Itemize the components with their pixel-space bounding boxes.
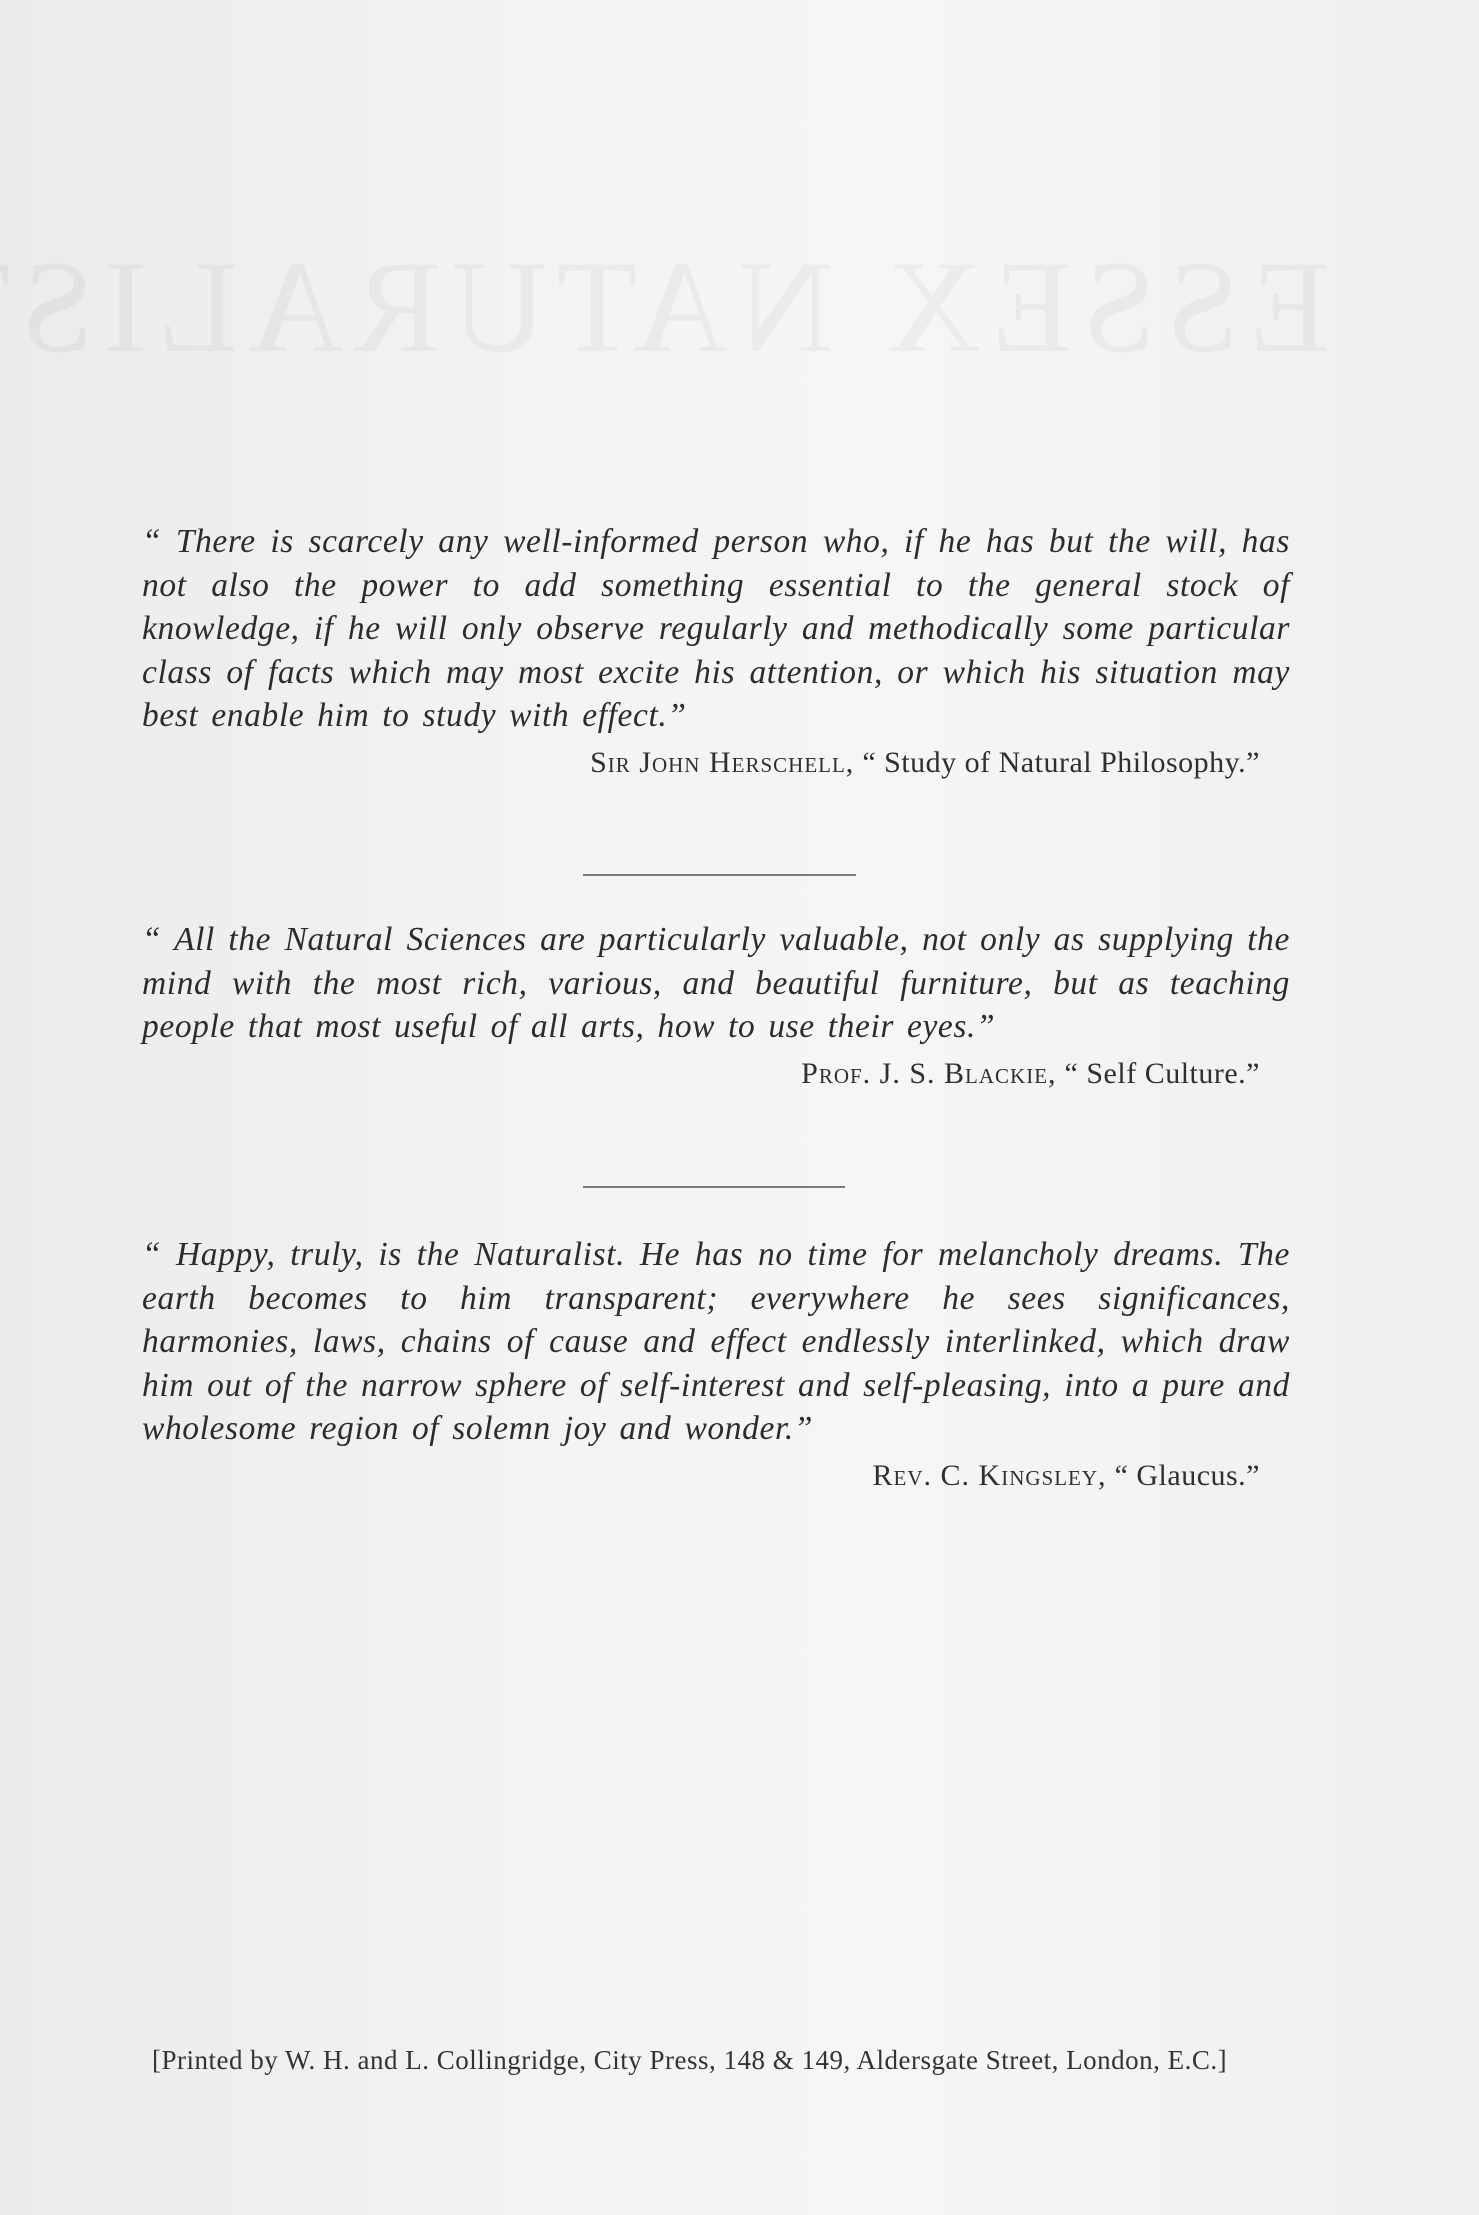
quote-text: “ There is scarcely any well-informed person who, if he has but the will, has not also the power to add something essential to the general stock of knowledge, if he will only observe regularly and methodically some particular class of facts which may most excite his attention, or which his situation may best enable him to study with effect.”: [142, 523, 1290, 734]
quote-text: “ All the Natural Sciences are particularly valuable, not only as supplying the mind with the most rich, various, and beautiful furniture, but as teaching people that most useful of all arts, how to use their eyes.”: [142, 921, 1290, 1045]
quote-author: Rev. C. Kingsley,: [872, 1458, 1107, 1492]
quote-herschell: [142, 520, 1290, 780]
printer-imprint: [Printed by W. H. and L. Collingridge, City Press, 148 & 149, Aldersgate Street, London, E.C.]: [152, 2045, 1228, 2075]
show-through-title: [150, 230, 1330, 383]
quote-work: “ Self Culture.”: [1064, 1056, 1260, 1090]
quote-kingsley: [142, 1233, 1290, 1493]
quote-author: Sir John Herschell,: [590, 745, 855, 779]
quote-attribution: [142, 1057, 1290, 1091]
divider-rule: [583, 874, 856, 876]
divider-rule: [583, 1186, 845, 1188]
quote-blackie: [142, 918, 1290, 1091]
quote-attribution: [142, 746, 1290, 780]
quote-attribution: [142, 1459, 1290, 1493]
quote-author: Prof. J. S. Blackie,: [801, 1056, 1057, 1090]
quote-work: “ Glaucus.”: [1114, 1458, 1260, 1492]
quote-text: “ Happy, truly, is the Naturalist. He has no time for melancholy dreams. The earth becomes to him transparent; everywhere he sees significances, harmonies, laws, chains of cause and effect endlessly interlinked, which draw him out of the narrow sphere of self-interest and self-pleasing, into a pure and wholesome region of solemn joy and wonder.”: [142, 1236, 1290, 1447]
quote-work: “ Study of Natural Philosophy.”: [862, 745, 1260, 779]
